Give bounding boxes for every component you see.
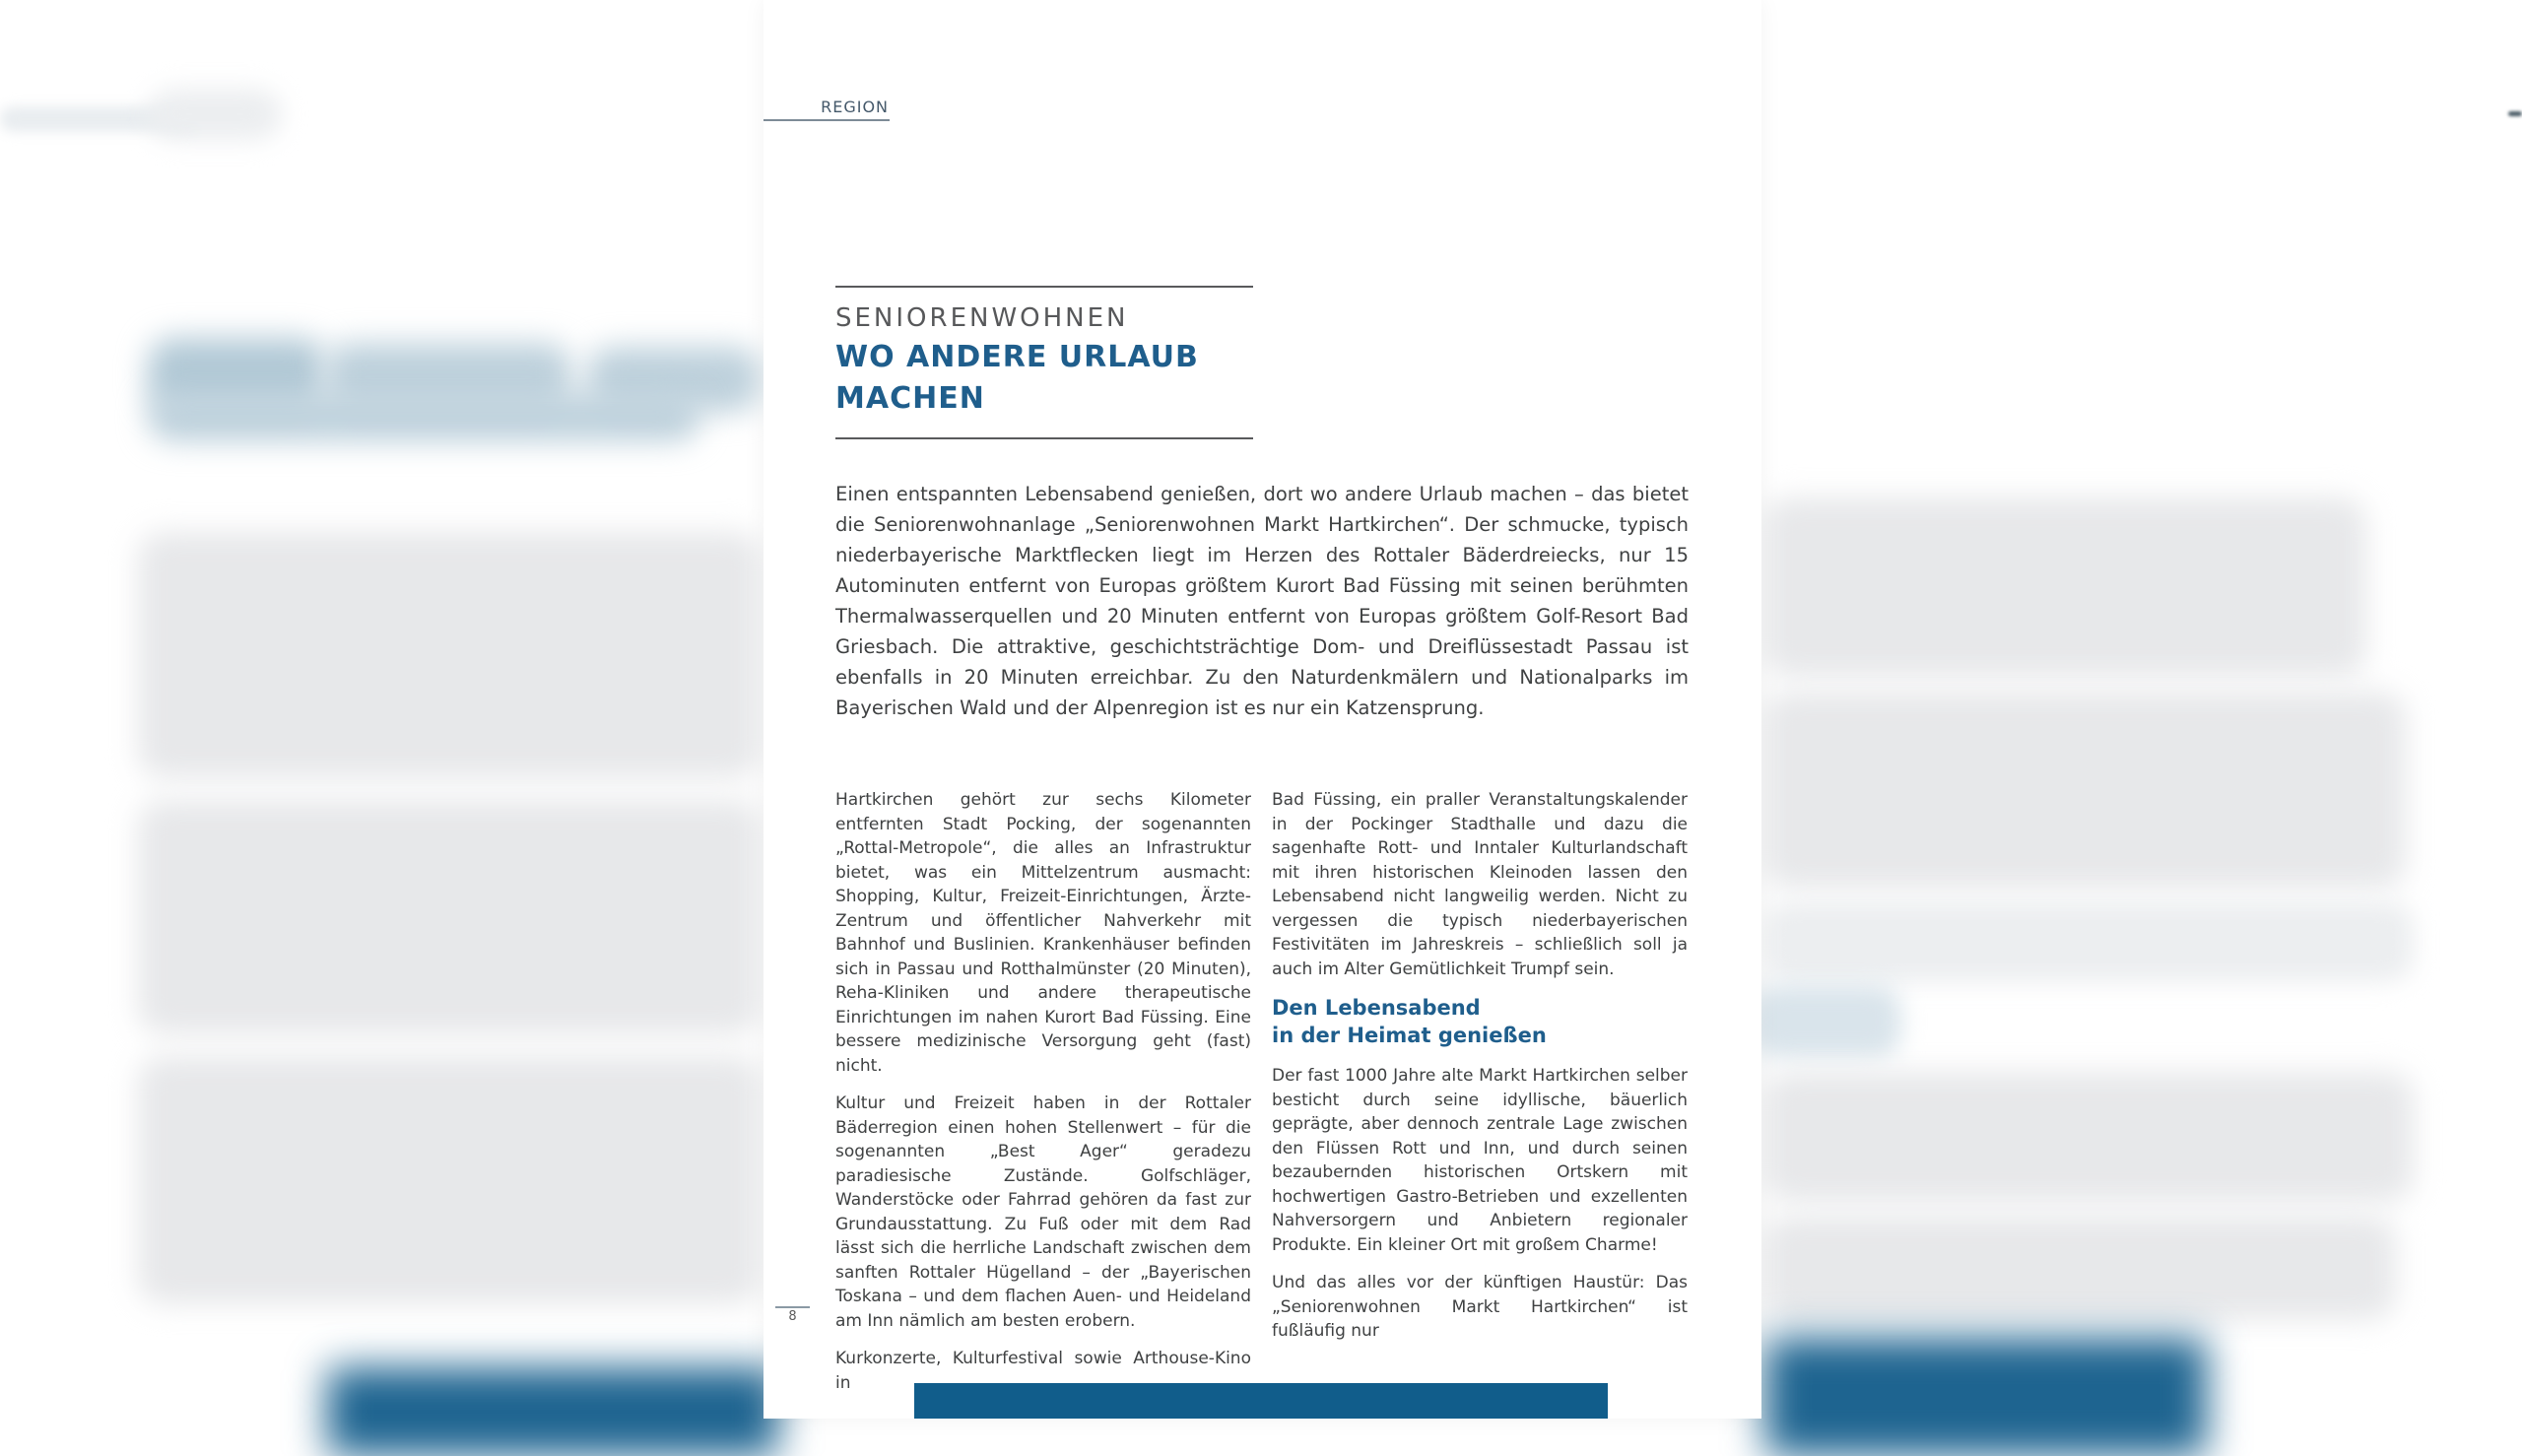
article-columns (835, 788, 1689, 1393)
page-number: 8 (788, 1309, 797, 1324)
blurred-left-text-block-3 (138, 1056, 761, 1304)
region-rule (763, 119, 890, 121)
paragraph: Der fast 1000 Jahre alte Markt Hartkirchen selber besticht durch seine idyllische, bäuerlich geprägte, aber dennoch zentrale Lage zwischen den Flüssen Rott und Inn, und durch seinen bezaubernden historischen Ortskern mit hochwertigen Gastro-Betrieben und exzellenten Nahversorgern und Anbietern regionaler Produkte. Ein kleiner Ort mit großem Charme! (1272, 1066, 1688, 1255)
footer-rule (775, 1306, 810, 1308)
blurred-right-text-block-5 (1763, 1216, 2396, 1320)
blurred-left-text-block-2 (138, 800, 761, 1034)
blurred-left-bottom-banner (327, 1367, 778, 1456)
blurred-right-bottom-banner (1765, 1338, 2207, 1456)
blurred-left-title-blob-4 (148, 392, 699, 441)
blurred-right-accent-blob (1752, 985, 1901, 1058)
blurred-left-logo-blob (148, 89, 282, 140)
blurred-right-text-block-2 (1763, 692, 2406, 889)
article-subheading-line2: in der Heimat genießen (1272, 1024, 1547, 1047)
blurred-left-text-block-1 (138, 532, 761, 778)
paragraph: Bad Füssing, ein praller Veranstaltungskalender in der Pockinger Stadthalle und dazu die sagenhafte Rott- und Inntaler Kulturlandschaft mit ihren historischen Kleinoden lassen den Lebensabend nicht langweilig werden. Nicht zu vergessen die typisch niederbayerischen Festivitäten im Jahreskreis – schließlich soll ja auch im Alter Gemütlichkeit Trumpf sein. (1272, 790, 1688, 979)
bottom-info-box (914, 1383, 1608, 1419)
paragraph: Kurkonzerte, Kulturfestival sowie Arthouse-Kino in (835, 1349, 1251, 1393)
blurred-right-text-block-4 (1763, 1072, 2414, 1202)
article-subheading-line1: Den Lebensabend (1272, 996, 1481, 1020)
region-header (763, 99, 890, 121)
blurred-right-text-block-1 (1763, 497, 2366, 677)
paragraph: Kultur und Freizeit haben in der Rottaler Bäderregion einen hohen Stellenwert – für die sogenannten „Best Ager“ geradezu paradiesische Zustände. Golfschläger, Wanderstöcke oder Fahrrad gehören da fast zur Grundausstattung. Zu Fuß oder mit dem Rad lässt sich die herrliche Landschaft zwischen dem sanften Rottaler Hügelland – der „Bayerischen Toskana – und dem flachen Auen- und Heideland am Inn nämlich am besten erobern. (835, 1093, 1251, 1331)
article-headline-line2: MACHEN (835, 381, 985, 416)
article-intro: Einen entspannten Lebensabend genießen, dort wo andere Urlaub machen – das bietet die Seniorenwohnanlage „Seniorenwohnen Markt Hartkirchen“. Der schmucke, typisch niederbayerische Marktflecken liegt im Herzen des Rottaler Bäderdreiecks, nur 15 Autominuten entfernt von Europas größtem Kurort Bad Füssing mit seinen berühmten Thermalwasserquellen und 20 Minuten entfernt von Europas größtem Golf-Resort Bad Griesbach. Die attraktive, geschichtsträchtige Dom- und Dreiflüssestadt Passau ist ebenfalls in 20 Minuten erreichbar. Zu den Naturdenkmälern und Nationalparks im Bayerischen Wald und der Alpenregion ist es nur ein Katzensprung. (835, 483, 1689, 719)
blurred-right-text-block-3 (1763, 901, 2414, 982)
article-column-left (835, 788, 1251, 1393)
article-title-block (835, 286, 1253, 439)
article-column-right (1272, 788, 1688, 1340)
article-kicker: SENIORENWOHNEN (835, 303, 1129, 333)
paragraph: Und das alles vor der künftigen Haustür: Das „Seniorenwohnen Markt Hartkirchen“ ist fußläufig nur (1272, 1273, 1688, 1341)
paragraph: Hartkirchen gehört zur sechs Kilometer entfernten Stadt Pocking, der sogenannten „Rottal-Metropole“, die alles an Infrastruktur bietet, was ein Mittelzentrum ausmacht: Shopping, Kultur, Freizeit-Einrichtungen, Ärzte-Zentrum und öffentlicher Nahverkehr mit Bahnhof und Buslinien. Krankenhäuser befinden sich in Passau und Rotthalmünster (20 Minuten), Reha-Kliniken und andere therapeutische Einrichtungen im nahen Kurort Bad Füssing. Eine bessere medizinische Versorgung geht (fast) nicht. (835, 790, 1251, 1076)
region-label: REGION (821, 98, 889, 116)
page-footer (775, 1306, 815, 1324)
blurred-right-edge-line (2508, 111, 2522, 116)
magazine-page (763, 0, 1761, 1419)
article-headline-line1: WO ANDERE URLAUB (835, 340, 1199, 374)
